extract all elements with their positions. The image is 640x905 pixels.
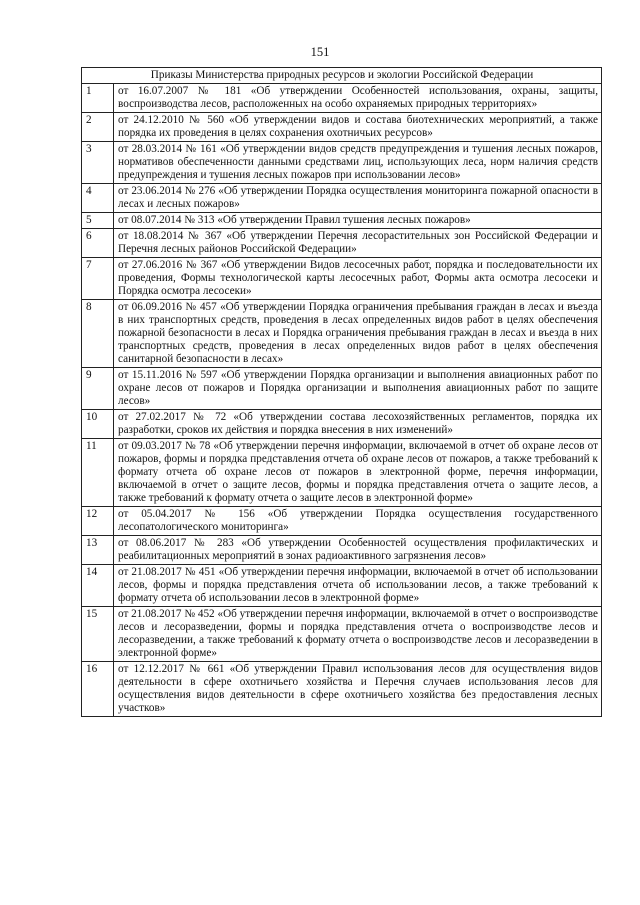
- row-number: 14: [82, 565, 114, 607]
- row-number: 11: [82, 439, 114, 507]
- table-body: [82, 84, 602, 717]
- row-number: 4: [82, 184, 114, 213]
- table-row: [82, 536, 602, 565]
- order-description: от 09.03.2017 № 78 «Об утверждении перечня информации, включаемой в отчет об охране лесов от пожаров, формы и порядка представления отчета об охране лесов от пожаров, а также требований к формату отчета об охране лесов от пожаров в электронной форме, перечня информации, включаемой в отчет о защите лесов, формы и порядка представления отчета о защите лесов, а также требований к формату отчета о защите лесов в электронной форме»: [114, 439, 602, 507]
- order-description: от 12.12.2017 № 661 «Об утверждении Правил использования лесов для осуществления видов деятельности в сфере охотничьего хозяйства и Перечня случаев использования лесов для осуществления видов деятельности в сфере охотничьего хозяйства без предоставления лесных участков»: [114, 662, 602, 717]
- row-number: 8: [82, 300, 114, 368]
- table-row: [82, 213, 602, 229]
- row-number: 10: [82, 410, 114, 439]
- row-number: 7: [82, 258, 114, 300]
- table-row: [82, 662, 602, 717]
- row-number: 13: [82, 536, 114, 565]
- order-description: от 16.07.2007 № 181 «Об утверждении Особенностей использования, охраны, защиты, воспроизводства лесов, расположенных на особо охраняемых природных территориях»: [114, 84, 602, 113]
- table-row: [82, 507, 602, 536]
- order-description: от 27.02.2017 № 72 «Об утверждении состава лесохозяйственных регламентов, порядка их разработки, сроков их действия и порядка внесения в них изменений»: [114, 410, 602, 439]
- row-number: 16: [82, 662, 114, 717]
- order-description: от 27.06.2016 № 367 «Об утверждении Видов лесосечных работ, порядка и последовательности их проведения, Формы технологической карты лесосечных работ, Формы акта осмотра лесосеки и Порядка осмотра лесосеки»: [114, 258, 602, 300]
- order-description: от 23.06.2014 № 276 «Об утверждении Порядка осуществления мониторинга пожарной опасности в лесах и лесных пожаров»: [114, 184, 602, 213]
- table-row: [82, 565, 602, 607]
- order-description: от 06.09.2016 № 457 «Об утверждении Порядка ограничения пребывания граждан в лесах и въезда в них транспортных средств, проведения в лесах определенных видов работ в целях обеспечения пожарной безопасности в лесах и Порядка ограничения пребывания граждан в лесах и въезда в них транспортных средств, проведения в лесах определенных видов работ в целях обеспечения санитарной безопасности в лесах»: [114, 300, 602, 368]
- order-description: от 08.07.2014 № 313 «Об утверждении Правил тушения лесных пожаров»: [114, 213, 602, 229]
- order-description: от 24.12.2010 № 560 «Об утверждении видов и состава биотехнических мероприятий, а также порядка их проведения в целях сохранения охотничьих ресурсов»: [114, 113, 602, 142]
- table-row: [82, 113, 602, 142]
- row-number: 1: [82, 84, 114, 113]
- order-description: от 21.08.2017 № 452 «Об утверждении перечня информации, включаемой в отчет о воспроизводстве лесов и лесоразведении, формы и порядка представления отчета о воспроизводстве лесов и лесоразведении, а также требований к формату отчета о воспроизводстве лесов и лесоразведении в электронной форме»: [114, 607, 602, 662]
- table-row: [82, 184, 602, 213]
- row-number: 3: [82, 142, 114, 184]
- order-description: от 28.03.2014 № 161 «Об утверждении видов средств предупреждения и тушения лесных пожаров, нормативов обеспеченности данными средствами лиц, использующих леса, норм наличия средств предупреждения и тушения лесных пожаров при использовании лесов»: [114, 142, 602, 184]
- row-number: 5: [82, 213, 114, 229]
- row-number: 6: [82, 229, 114, 258]
- table-row: [82, 607, 602, 662]
- order-description: от 08.06.2017 № 283 «Об утверждении Особенностей осуществления профилактических и реабилитационных мероприятий в зонах радиоактивного загрязнения лесов»: [114, 536, 602, 565]
- table-row: [82, 300, 602, 368]
- page-number: 151: [310, 45, 330, 59]
- row-number: 12: [82, 507, 114, 536]
- table-row: [82, 258, 602, 300]
- order-description: от 18.08.2014 № 367 «Об утверждении Перечня лесорастительных зон Российской Федерации и Перечня лесных районов Российской Федерации»: [114, 229, 602, 258]
- table-row: [82, 410, 602, 439]
- table-row: [82, 439, 602, 507]
- table-header-row: [82, 68, 602, 84]
- order-description: от 21.08.2017 № 451 «Об утверждении перечня информации, включаемой в отчет об использовании лесов, формы и порядка представления отчета об использовании лесов, а также требований к формату отчета об использовании лесов в электронной форме»: [114, 565, 602, 607]
- row-number: 15: [82, 607, 114, 662]
- table-row: [82, 142, 602, 184]
- order-description: от 05.04.2017 № 156 «Об утверждении Порядка осуществления государственного лесопатологического мониторинга»: [114, 507, 602, 536]
- row-number: 2: [82, 113, 114, 142]
- row-number: 9: [82, 368, 114, 410]
- table-row: [82, 84, 602, 113]
- orders-table: [81, 67, 602, 717]
- table-header: Приказы Министерства природных ресурсов и экологии Российской Федерации: [82, 68, 602, 84]
- table-row: [82, 368, 602, 410]
- order-description: от 15.11.2016 № 597 «Об утверждении Порядка организации и выполнения авиационных работ по охране лесов от пожаров и Порядка организации и выполнения авиационных работ по защите лесов»: [114, 368, 602, 410]
- table-row: [82, 229, 602, 258]
